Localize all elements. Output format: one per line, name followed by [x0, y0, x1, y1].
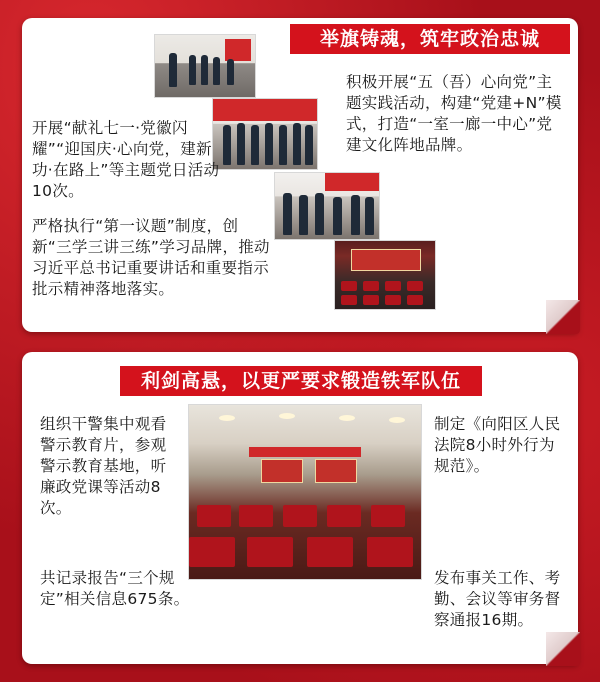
top-section-banner: 举旗铸魂，筑牢政治忠诚 — [290, 24, 570, 54]
bottom-left-paragraph-1: 组织干警集中观看警示教育片，参观警示教育基地，听廉政党课等活动8次。 — [40, 415, 167, 517]
photo-oath-ceremony — [212, 98, 318, 170]
page-curl-decoration — [546, 632, 580, 666]
top-left-paragraph-2: 严格执行“第一议题”制度，创新“三学三讲三练”学习品牌，推动习近平总书记重要讲话和重要指示批示精神落地落实。 — [32, 217, 270, 298]
page-curl-decoration — [546, 300, 580, 334]
bottom-right-paragraph-2: 发布事关工作、考勤、会议等审务督察通报16期。 — [434, 569, 561, 629]
photo-study-meeting — [334, 240, 436, 310]
top-left-paragraph-1: 开展“献礼七一·党徽闪耀”“迎国庆·心向党，建新功·在路上”等主题党日活动10次。 — [32, 119, 220, 200]
top-right-paragraph: 积极开展“五（吾）心向党”主题实践活动，构建“党建+N”模式，打造“一室一廊一中心”党建文化阵地品牌。 — [346, 73, 562, 154]
photo-exhibition-visit — [274, 172, 380, 240]
bottom-left-paragraph-2: 共记录报告“三个规定”相关信息675条。 — [40, 569, 190, 608]
photo-warning-education-meeting — [188, 404, 422, 580]
bottom-section-banner: 利剑高悬，以更严要求锻造铁军队伍 — [120, 366, 482, 396]
bottom-right-paragraph-1: 制定《向阳区人民法院8小时外行为规范》。 — [434, 415, 561, 475]
photo-hallway-gathering — [154, 34, 256, 98]
